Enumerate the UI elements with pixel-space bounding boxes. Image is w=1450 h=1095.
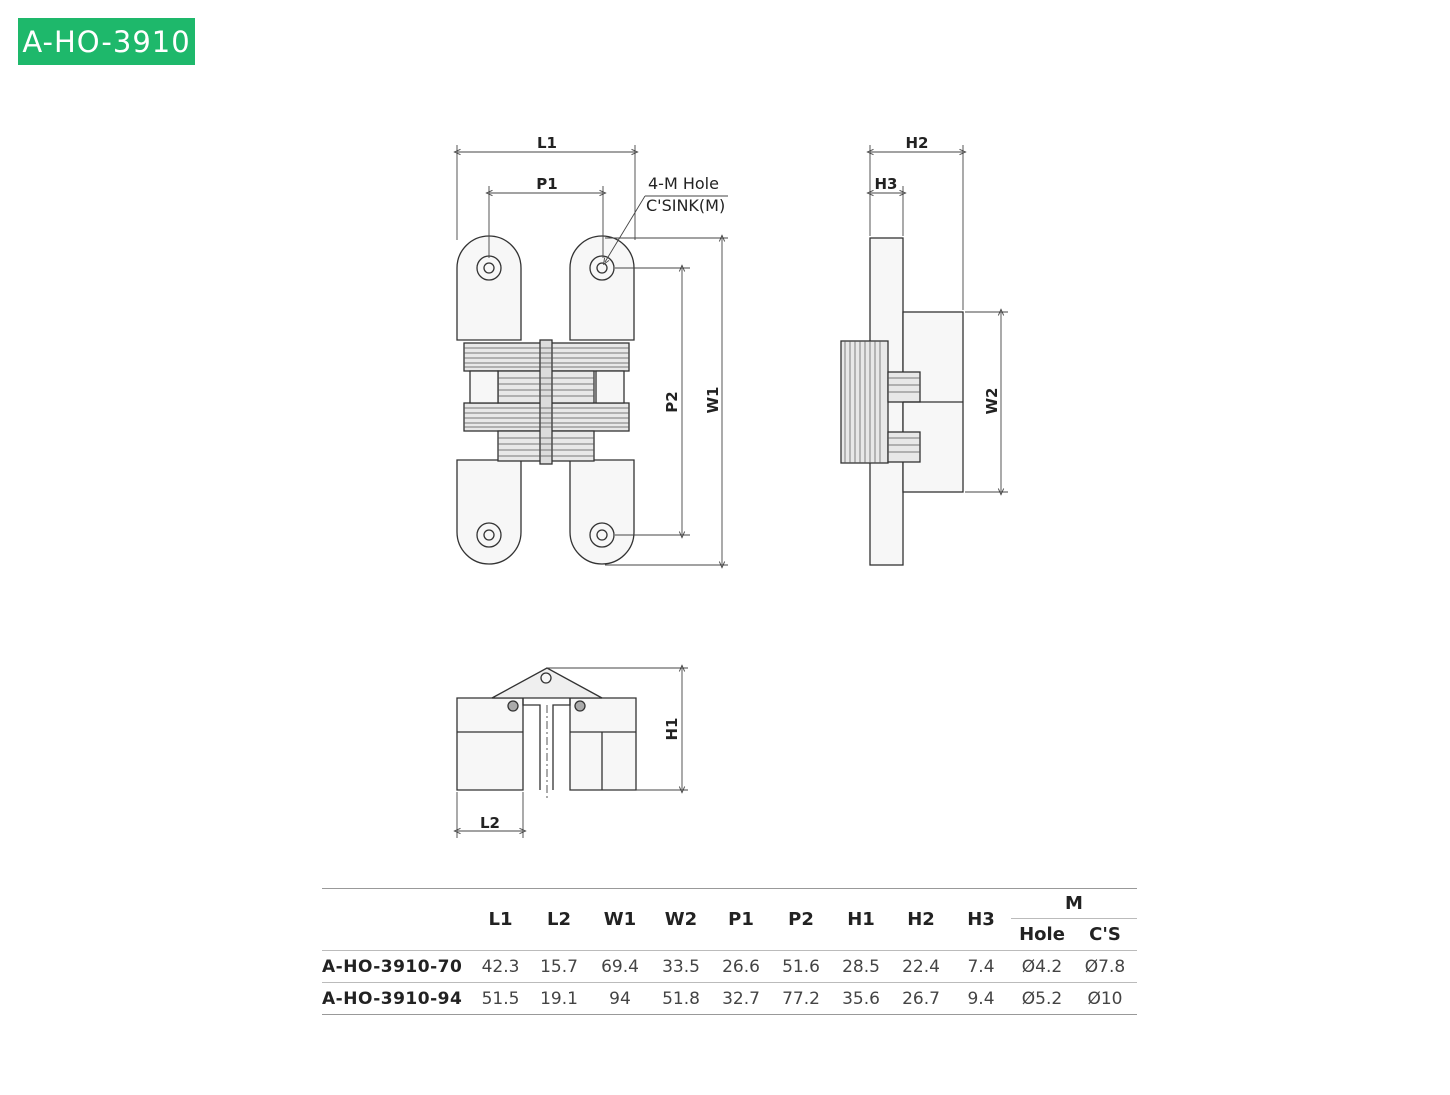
cell-H3: 7.4 <box>951 951 1011 983</box>
cell-H2: 26.7 <box>891 983 951 1015</box>
top-view <box>457 668 636 790</box>
cell-P1: 32.7 <box>711 983 771 1015</box>
header-L1: L1 <box>472 889 529 951</box>
cell-L1: 42.3 <box>472 951 529 983</box>
cell-H3: 9.4 <box>951 983 1011 1015</box>
front-view <box>457 236 634 564</box>
hole-note-line2: C'SINK(M) <box>646 196 726 215</box>
header-P2: P2 <box>771 889 831 951</box>
header-W2: W2 <box>651 889 711 951</box>
spec-table <box>322 888 1137 1015</box>
cell-L2: 19.1 <box>529 983 589 1015</box>
cell-H1: 28.5 <box>831 951 891 983</box>
cell-P1: 26.6 <box>711 951 771 983</box>
dim-label-H2: H2 <box>905 134 929 152</box>
cell-M-hole: Ø5.2 <box>1011 983 1073 1015</box>
model-header <box>322 889 472 951</box>
cell-L2: 15.7 <box>529 951 589 983</box>
dim-label-P2: P2 <box>663 391 681 413</box>
header-H1: H1 <box>831 889 891 951</box>
dim-label-W1: W1 <box>704 386 722 414</box>
header-M-cs: C'S <box>1073 919 1137 951</box>
header-M-hole: Hole <box>1011 919 1073 951</box>
dim-label-H3: H3 <box>874 175 898 193</box>
table-row <box>322 983 1137 1015</box>
cell-W1: 94 <box>589 983 651 1015</box>
cell-H1: 35.6 <box>831 983 891 1015</box>
header-L2: L2 <box>529 889 589 951</box>
dim-label-W2: W2 <box>983 387 1001 415</box>
header-W1: W1 <box>589 889 651 951</box>
header-H2: H2 <box>891 889 951 951</box>
side-view <box>841 238 963 565</box>
header-M: M <box>1011 889 1137 919</box>
dim-label-L2: L2 <box>480 814 500 832</box>
dim-label-P1: P1 <box>536 175 558 193</box>
row-model: A-HO-3910-70 <box>322 951 472 983</box>
cell-P2: 51.6 <box>771 951 831 983</box>
row-model: A-HO-3910-94 <box>322 983 472 1015</box>
cell-L1: 51.5 <box>472 983 529 1015</box>
header-H3: H3 <box>951 889 1011 951</box>
cell-W2: 33.5 <box>651 951 711 983</box>
dim-label-L1: L1 <box>537 134 557 152</box>
model-badge: A-HO-3910 <box>18 18 195 65</box>
header-P1: P1 <box>711 889 771 951</box>
cell-M-cs: Ø7.8 <box>1073 951 1137 983</box>
cell-W1: 69.4 <box>589 951 651 983</box>
table-row <box>322 951 1137 983</box>
hole-note-line1: 4-M Hole <box>648 174 719 193</box>
cell-H2: 22.4 <box>891 951 951 983</box>
cell-M-hole: Ø4.2 <box>1011 951 1073 983</box>
cell-W2: 51.8 <box>651 983 711 1015</box>
dim-label-H1: H1 <box>663 717 681 741</box>
cell-P2: 77.2 <box>771 983 831 1015</box>
cell-M-cs: Ø10 <box>1073 983 1137 1015</box>
